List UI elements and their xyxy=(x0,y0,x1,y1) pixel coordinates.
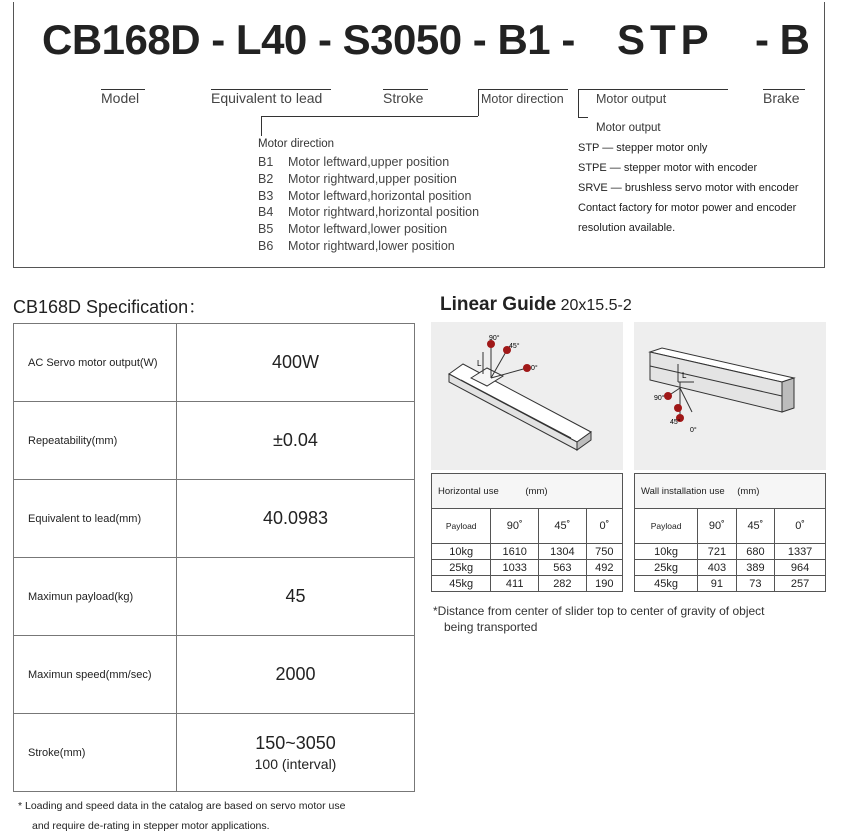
label-model: Model xyxy=(101,90,140,106)
caption-text: Horizontal use xyxy=(438,485,499,497)
wall-actuator-illustration xyxy=(634,322,826,470)
table-cell: 964 xyxy=(775,560,826,576)
table-cell: 563 xyxy=(539,560,587,576)
table-cell: 10kg xyxy=(432,544,491,560)
direction-text: Motor leftward,upper position xyxy=(288,155,450,169)
code-sep: - xyxy=(211,16,225,63)
direction-connector-h xyxy=(261,116,478,117)
wall-use-figure xyxy=(634,322,826,470)
motor-output-list xyxy=(578,138,799,238)
cog-marker-90 xyxy=(664,392,672,400)
direction-text: Motor leftward,horizontal position xyxy=(288,188,472,203)
table-cell: 25kg xyxy=(432,560,491,576)
table-row xyxy=(14,402,415,480)
table-caption-row xyxy=(635,474,826,509)
table-cell: 1033 xyxy=(491,560,539,576)
column-header: Payload xyxy=(635,509,698,544)
column-header: 90˚ xyxy=(698,509,737,544)
table-row xyxy=(14,558,415,636)
table-caption xyxy=(635,474,826,509)
table-cell: 721 xyxy=(698,544,737,560)
spec-value: 400W xyxy=(177,324,415,402)
caption-unit: (mm) xyxy=(737,485,760,497)
output-connector-v xyxy=(578,89,579,117)
table-cell: 73 xyxy=(736,576,775,592)
column-header: 90˚ xyxy=(491,509,539,544)
table-cell: 1610 xyxy=(491,544,539,560)
table-caption xyxy=(432,474,623,509)
spec-value: 2000 xyxy=(177,636,415,714)
linear-guide-title xyxy=(440,294,632,316)
footnote-line: being transported xyxy=(444,620,538,634)
spec-label: Repeatability(mm) xyxy=(14,402,177,480)
spec-footnote xyxy=(18,796,345,836)
table-cell: 91 xyxy=(698,576,737,592)
motor-direction-list xyxy=(258,154,479,255)
code-direction: B1 xyxy=(497,16,551,63)
list-item xyxy=(258,171,479,188)
table-cell: 282 xyxy=(539,576,587,592)
cog-marker-0 xyxy=(523,364,531,372)
spec-value: 40.0983 xyxy=(177,480,415,558)
spec-label: Maximun speed(mm/sec) xyxy=(14,636,177,714)
list-item: STPE — stepper motor with encoder xyxy=(578,162,758,174)
linear-guide-size: 20x15.5-2 xyxy=(560,297,632,314)
linear-guide-footnote xyxy=(433,603,828,635)
label-stroke: Stroke xyxy=(383,90,424,106)
table-row xyxy=(14,480,415,558)
column-header: 45˚ xyxy=(736,509,775,544)
horizontal-use-figure xyxy=(431,322,623,470)
caption-text: Wall installation use xyxy=(641,485,725,497)
table-cell: 1304 xyxy=(539,544,587,560)
table-cell: 45kg xyxy=(635,576,698,592)
list-item xyxy=(258,238,479,255)
output-connector-h xyxy=(578,117,588,118)
direction-code: B3 xyxy=(258,188,274,203)
direction-text: Motor rightward,upper position xyxy=(288,171,457,186)
table-cell: 257 xyxy=(775,576,826,592)
table-header-row xyxy=(432,509,623,544)
angle-label-90: 90° xyxy=(489,335,500,342)
code-brake-part xyxy=(755,16,810,64)
direction-code: B1 xyxy=(258,155,274,169)
table-row xyxy=(635,576,826,592)
table-cell: 10kg xyxy=(635,544,698,560)
direction-code: B4 xyxy=(258,205,274,220)
table-cell: 403 xyxy=(698,560,737,576)
code-sep: - xyxy=(472,16,487,63)
code-model: CB168D xyxy=(42,16,201,63)
spec-value-cell xyxy=(177,714,415,792)
direction-text: Motor leftward,lower position xyxy=(288,222,448,237)
spec-label: AC Servo motor output(W) xyxy=(14,324,177,402)
horizontal-actuator-illustration xyxy=(431,322,623,470)
caption-unit: (mm) xyxy=(525,485,548,497)
spec-title: CB168D Specification： xyxy=(13,297,207,317)
spec-value: 150~3050 xyxy=(255,733,336,753)
table-header-row xyxy=(635,509,826,544)
wall-use-table xyxy=(634,473,826,592)
angle-label-0: 0° xyxy=(690,427,697,434)
list-item xyxy=(258,188,479,205)
table-row xyxy=(14,636,415,714)
code-brake: B xyxy=(779,16,810,63)
column-header: 0˚ xyxy=(775,509,826,544)
spec-value: 45 xyxy=(177,558,415,636)
code-lead: L40 xyxy=(235,16,307,63)
length-label: L xyxy=(682,371,687,380)
spec-table xyxy=(13,323,415,792)
label-lead: Equivalent to lead xyxy=(211,90,323,106)
spec-subvalue: 100 (interval) xyxy=(254,756,337,772)
table-row xyxy=(432,576,623,592)
list-item: STP — stepper motor only xyxy=(578,142,708,154)
code-sep: - xyxy=(755,16,769,63)
column-header: 45˚ xyxy=(539,509,587,544)
table-row xyxy=(635,544,826,560)
table-cell: 45kg xyxy=(432,576,491,592)
table-row xyxy=(14,714,415,792)
footnote-line: * Loading and speed data in the catalog are based on servo motor use xyxy=(18,800,346,812)
code-stroke: S3050 xyxy=(342,16,462,63)
motor-output-heading: Motor output xyxy=(596,122,661,134)
linear-guide-heading: Linear Guide xyxy=(440,294,557,315)
footnote-line: and require de-rating in stepper motor applications. xyxy=(32,820,270,832)
label-motor-direction: Motor direction xyxy=(481,92,564,106)
code-sep: - xyxy=(561,16,575,63)
label-motor-output: Motor output xyxy=(596,92,667,106)
spec-label: Maximun payload(kg) xyxy=(14,558,177,636)
motor-direction-heading: Motor direction xyxy=(258,138,335,150)
spec-value: ±0.04 xyxy=(177,402,415,480)
table-cell: 1337 xyxy=(775,544,826,560)
direction-text: Motor rightward,horizontal position xyxy=(288,205,480,220)
table-row xyxy=(635,560,826,576)
spec-label: Equivalent to lead(mm) xyxy=(14,480,177,558)
length-label: L xyxy=(477,359,482,368)
horizontal-use-table xyxy=(431,473,623,592)
direction-connector-drop xyxy=(261,116,262,136)
angle-label-90: 90° xyxy=(654,395,665,402)
list-item: Contact factory for motor power and encoder xyxy=(578,202,797,214)
cog-marker-45 xyxy=(674,404,682,412)
list-item xyxy=(258,154,479,171)
angle-label-45: 45° xyxy=(670,419,681,426)
table-cell: 750 xyxy=(586,544,622,560)
table-cell: 190 xyxy=(586,576,622,592)
table-cell: 680 xyxy=(736,544,775,560)
table-cell: 492 xyxy=(586,560,622,576)
column-header: Payload xyxy=(432,509,491,544)
list-item: resolution available. xyxy=(578,222,676,234)
table-row xyxy=(14,324,415,402)
table-cell: 389 xyxy=(736,560,775,576)
table-cell: 411 xyxy=(491,576,539,592)
direction-connector-v xyxy=(478,89,479,116)
list-item xyxy=(258,221,479,238)
table-row xyxy=(432,560,623,576)
table-row xyxy=(432,544,623,560)
code-sep: - xyxy=(317,16,332,63)
direction-code: B2 xyxy=(258,171,274,186)
table-caption-row xyxy=(432,474,623,509)
direction-text: Motor rightward,lower position xyxy=(288,238,455,253)
angle-label-0: 0° xyxy=(531,365,538,372)
output-overline xyxy=(578,89,728,90)
code-motor-output: STP xyxy=(617,16,714,63)
label-brake: Brake xyxy=(763,90,800,106)
angle-label-45: 45° xyxy=(509,343,520,350)
footnote-line: *Distance from center of slider top to center of gravity of object xyxy=(433,604,765,618)
spec-label: Stroke(mm) xyxy=(14,714,177,792)
table-cell: 25kg xyxy=(635,560,698,576)
direction-code: B6 xyxy=(258,238,274,253)
direction-code: B5 xyxy=(258,222,274,237)
direction-overline xyxy=(478,89,568,90)
list-item xyxy=(258,204,479,221)
list-item: SRVE — brushless servo motor with encoder xyxy=(578,182,799,194)
model-code xyxy=(42,16,575,64)
column-header: 0˚ xyxy=(586,509,622,544)
